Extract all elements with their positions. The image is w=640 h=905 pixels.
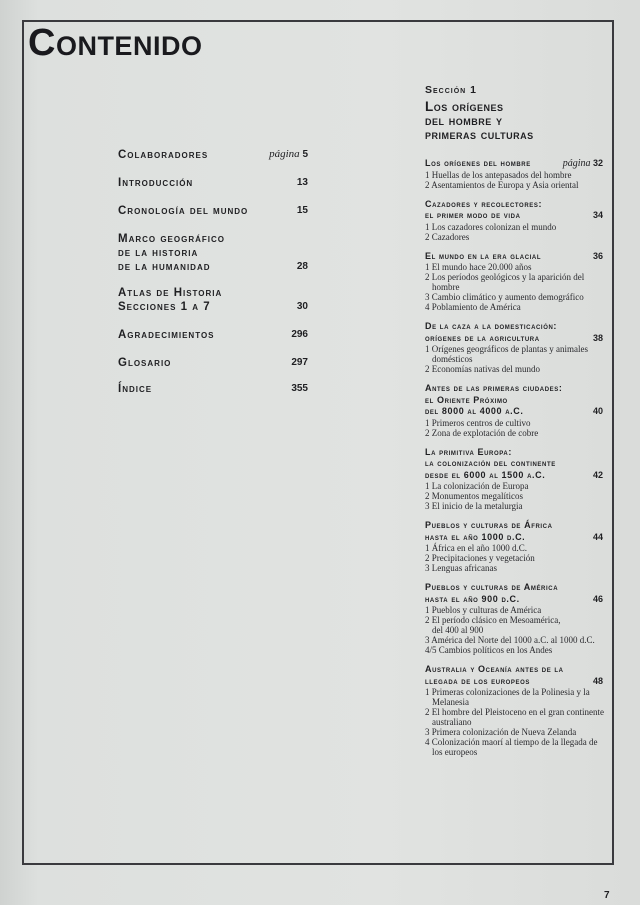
front-matter-item — [118, 204, 308, 218]
front-matter-label: Glosario — [118, 357, 172, 369]
entry-subitem: 2 Monumentos megalíticos — [425, 491, 523, 501]
entry-subitem: 2 El hombre del Pleistoceno en el gran continente australiano — [425, 707, 604, 727]
entry-subitem: 1 Primeras colonizaciones de la Polinesia y la Melanesia — [425, 687, 590, 707]
entry-subitem: 1 África en el año 1000 d.C. — [425, 543, 527, 553]
front-matter-label: Colaboradores — [118, 149, 209, 161]
front-matter-label: Cronología del mundo — [118, 205, 249, 217]
page-number-value: 40 — [592, 406, 603, 416]
entry-subitem: 3 América del Norte del 1000 a.C. al 1000 d.C. — [425, 635, 595, 645]
entry-page — [593, 333, 603, 343]
front-matter-item — [118, 286, 308, 314]
front-matter-page — [297, 300, 308, 314]
entry-subitem: 1 Orígenes geográficos de plantas y animales domésticos — [425, 344, 588, 364]
front-matter-page — [291, 328, 308, 342]
entry-subitem: 3 Cambio climático y aumento demográfico — [425, 292, 584, 302]
front-matter-item — [118, 148, 308, 162]
toc-entry — [425, 447, 605, 512]
entry-subitem: 4/5 Cambios políticos en los Andes — [425, 645, 553, 655]
toc-entry — [425, 321, 605, 374]
entry-page — [593, 470, 603, 480]
entry-subitem: 1 Primeros centros de cultivo — [425, 417, 531, 428]
entry-heading: Pueblos y culturas de África hasta el año 1000 d.C. — [425, 520, 553, 542]
entry-heading: El mundo en la era glacial — [425, 250, 542, 261]
entry-heading: Cazadores y recolectores: el primer modo de vida — [425, 198, 543, 220]
entry-subitem: 2 Zona de explotación de cobre — [425, 427, 539, 438]
entry-page — [593, 594, 603, 604]
toc-entry — [425, 383, 605, 438]
front-matter-label: Índice — [118, 383, 153, 395]
page-number-value: 44 — [592, 531, 603, 542]
page-number-value: 46 — [592, 593, 603, 604]
entry-heading: Pueblos y culturas de América hasta el año 900 d.C. — [425, 582, 559, 604]
page-number: 7 — [604, 890, 610, 901]
entry-subitem: 2 Economías nativas del mundo — [425, 364, 540, 374]
section-contents — [425, 84, 605, 766]
entry-page — [593, 406, 603, 416]
entry-subitem: 1 Huellas de los antepasados del hombre — [425, 169, 572, 180]
toc-entry — [425, 582, 605, 655]
page-number-value: 15 — [296, 205, 308, 216]
entry-heading: La primitiva Europa: la colonización del continente desde el 6000 al 1500 a.C. — [425, 446, 556, 480]
page-number-value: 297 — [291, 357, 308, 368]
page-number-value: 38 — [592, 332, 603, 343]
page-number-value: 28 — [296, 261, 308, 272]
front-matter-item — [118, 232, 308, 274]
page-number-value: 32 — [592, 158, 603, 168]
entry-subitem: 1 Los cazadores colonizan el mundo — [425, 221, 557, 232]
entry-subitem: 2 Precipitaciones y vegetación — [425, 553, 535, 563]
section-title: Los orígenes del hombre y primeras culturas — [425, 99, 534, 142]
front-matter-label: Introducción — [118, 177, 194, 189]
page-number-value: 355 — [291, 383, 308, 394]
toc-entry — [425, 520, 605, 573]
entry-subitem: 1 El mundo hace 20.000 años — [425, 262, 532, 272]
page-word: página — [562, 158, 591, 169]
page-number-value: 5 — [302, 149, 308, 160]
entry-subitem: 3 El inicio de la metalurgia — [425, 501, 523, 511]
entry-subitem: 1 La colonización de Europa — [425, 481, 529, 491]
front-matter-label: Atlas de Historia Secciones 1 a 7 — [118, 287, 223, 313]
page-number-value: 13 — [296, 177, 308, 188]
page-word: página — [269, 148, 300, 160]
page-number-value: 34 — [592, 210, 603, 220]
page-number-value: 296 — [291, 329, 308, 340]
entry-subitem: 4 Colonización maorí al tiempo de la llegada de los europeos — [425, 737, 598, 757]
page-number-value: 48 — [592, 675, 603, 686]
entry-heading: De la caza a la domesticación: orígenes de la agricultura — [425, 321, 557, 343]
front-matter-page — [297, 260, 308, 274]
entry-list — [425, 158, 605, 757]
front-matter-label: Agradecimientos — [118, 329, 215, 341]
page-title: Contenido — [28, 22, 203, 64]
toc-entry — [425, 199, 605, 242]
front-matter-page — [291, 356, 308, 370]
toc-entry — [425, 664, 605, 757]
front-matter-page — [269, 147, 308, 162]
page-number-value: 30 — [296, 301, 308, 312]
entry-subitem: 2 El período clásico en Mesoamérica, del 400 al 900 — [425, 615, 561, 635]
entry-subitem: 3 Lenguas africanas — [425, 563, 497, 573]
page-number-value: 36 — [592, 250, 603, 261]
entry-page — [593, 251, 603, 261]
entry-heading: Antes de las primeras ciudades: el Oriente Próximo del 8000 al 4000 a.C. — [425, 383, 563, 416]
entry-subitem: 2 Cazadores — [425, 231, 470, 242]
front-matter-label: Marco geográfico de la historia de la humanidad — [118, 233, 225, 273]
front-matter-item — [118, 328, 308, 342]
entry-subitem: 3 Primera colonización de Nueva Zelanda — [425, 727, 577, 737]
front-matter-page — [297, 176, 308, 190]
entry-page — [593, 210, 603, 220]
front-matter-page — [297, 204, 308, 218]
entry-subitem: 2 Los períodos geológicos y la aparición del hombre — [425, 272, 585, 292]
entry-page — [593, 532, 603, 542]
section-label: Sección 1 — [425, 84, 477, 96]
page-number-value: 42 — [592, 469, 603, 480]
entry-page — [563, 158, 603, 169]
entry-subitem: 4 Poblamiento de América — [425, 302, 521, 312]
front-matter-page — [291, 382, 308, 396]
toc-entry — [425, 158, 605, 190]
entry-heading: Los orígenes del hombre — [425, 158, 531, 168]
entry-heading: Australia y Oceanía antes de la llegada de los europeos — [425, 664, 564, 686]
front-matter-item — [118, 356, 308, 370]
toc-entry — [425, 251, 605, 313]
front-matter-item — [118, 382, 308, 396]
entry-subitem: 2 Asentamientos de Europa y Asia oriental — [425, 179, 579, 190]
front-matter-item — [118, 176, 308, 190]
entry-subitem: 1 Pueblos y culturas de América — [425, 605, 542, 615]
entry-page — [593, 676, 603, 686]
